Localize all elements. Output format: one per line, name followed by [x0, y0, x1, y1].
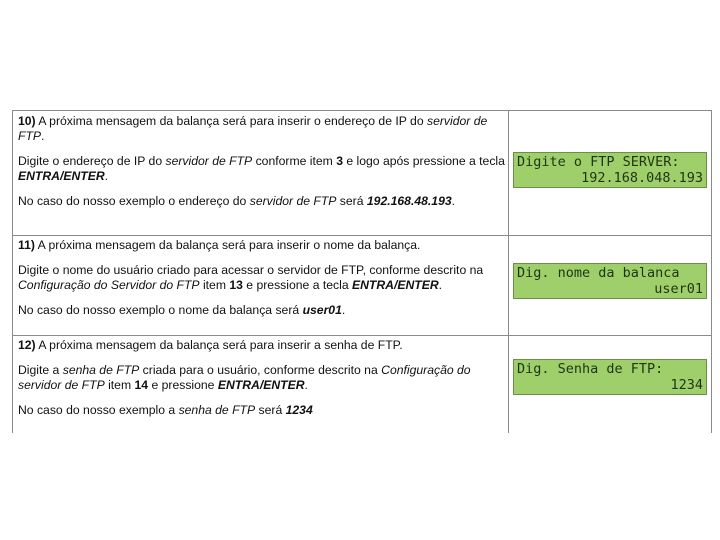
step-heading: 11) A próxima mensagem da balança será para inserir o nome da balança. [18, 238, 421, 252]
lcd-line-2: user01 [654, 281, 703, 297]
step-instruction: Digite o nome do usuário criado para acessar o servidor de FTP, conforme descrito na Configuração do Servidor do FTP item 13 e pressione a tecla ENTRA/ENTER. [18, 263, 484, 292]
lcd-line-2: 1234 [670, 377, 703, 393]
lcd-display [513, 152, 707, 188]
step-text-cell [13, 335, 509, 433]
step-example: No caso do nosso exemplo a senha de FTP será 1234 [18, 403, 313, 417]
step-row [13, 235, 711, 336]
step-text-cell [13, 235, 509, 335]
step-instruction: Digite o endereço de IP do servidor de FTP conforme item 3 e logo após pressione a tecla ENTRA/ENTER. [18, 154, 505, 183]
lcd-line-2: 192.168.048.193 [581, 170, 703, 186]
lcd-display [513, 359, 707, 395]
lcd-line-1: Dig. nome da balanca [517, 265, 680, 281]
step-number: 10) [18, 114, 36, 128]
step-row [13, 111, 711, 236]
display-cell [509, 235, 711, 335]
step-heading: 10) A próxima mensagem da balança será para inserir o endereço de IP do servidor de FTP. [18, 114, 488, 143]
step-example: No caso do nosso exemplo o endereço do servidor de FTP será 192.168.48.193. [18, 194, 456, 208]
display-cell [509, 111, 711, 235]
display-cell [509, 335, 711, 433]
instructions-table [12, 110, 712, 433]
lcd-line-1: Digite o FTP SERVER: [517, 154, 680, 170]
step-number: 11) [18, 238, 35, 252]
step-number: 12) [18, 338, 36, 352]
step-text-cell [13, 111, 509, 235]
step-example: No caso do nosso exemplo o nome da balança será user01. [18, 303, 346, 317]
step-heading: 12) A próxima mensagem da balança será para inserir a senha de FTP. [18, 338, 403, 352]
lcd-line-1: Dig. Senha de FTP: [517, 361, 664, 377]
step-row [13, 335, 711, 433]
step-instruction: Digite a senha de FTP criada para o usuário, conforme descrito na Configuração do servidor de FTP item 14 e pressione ENTRA/ENTER. [18, 363, 471, 392]
lcd-display [513, 263, 707, 299]
